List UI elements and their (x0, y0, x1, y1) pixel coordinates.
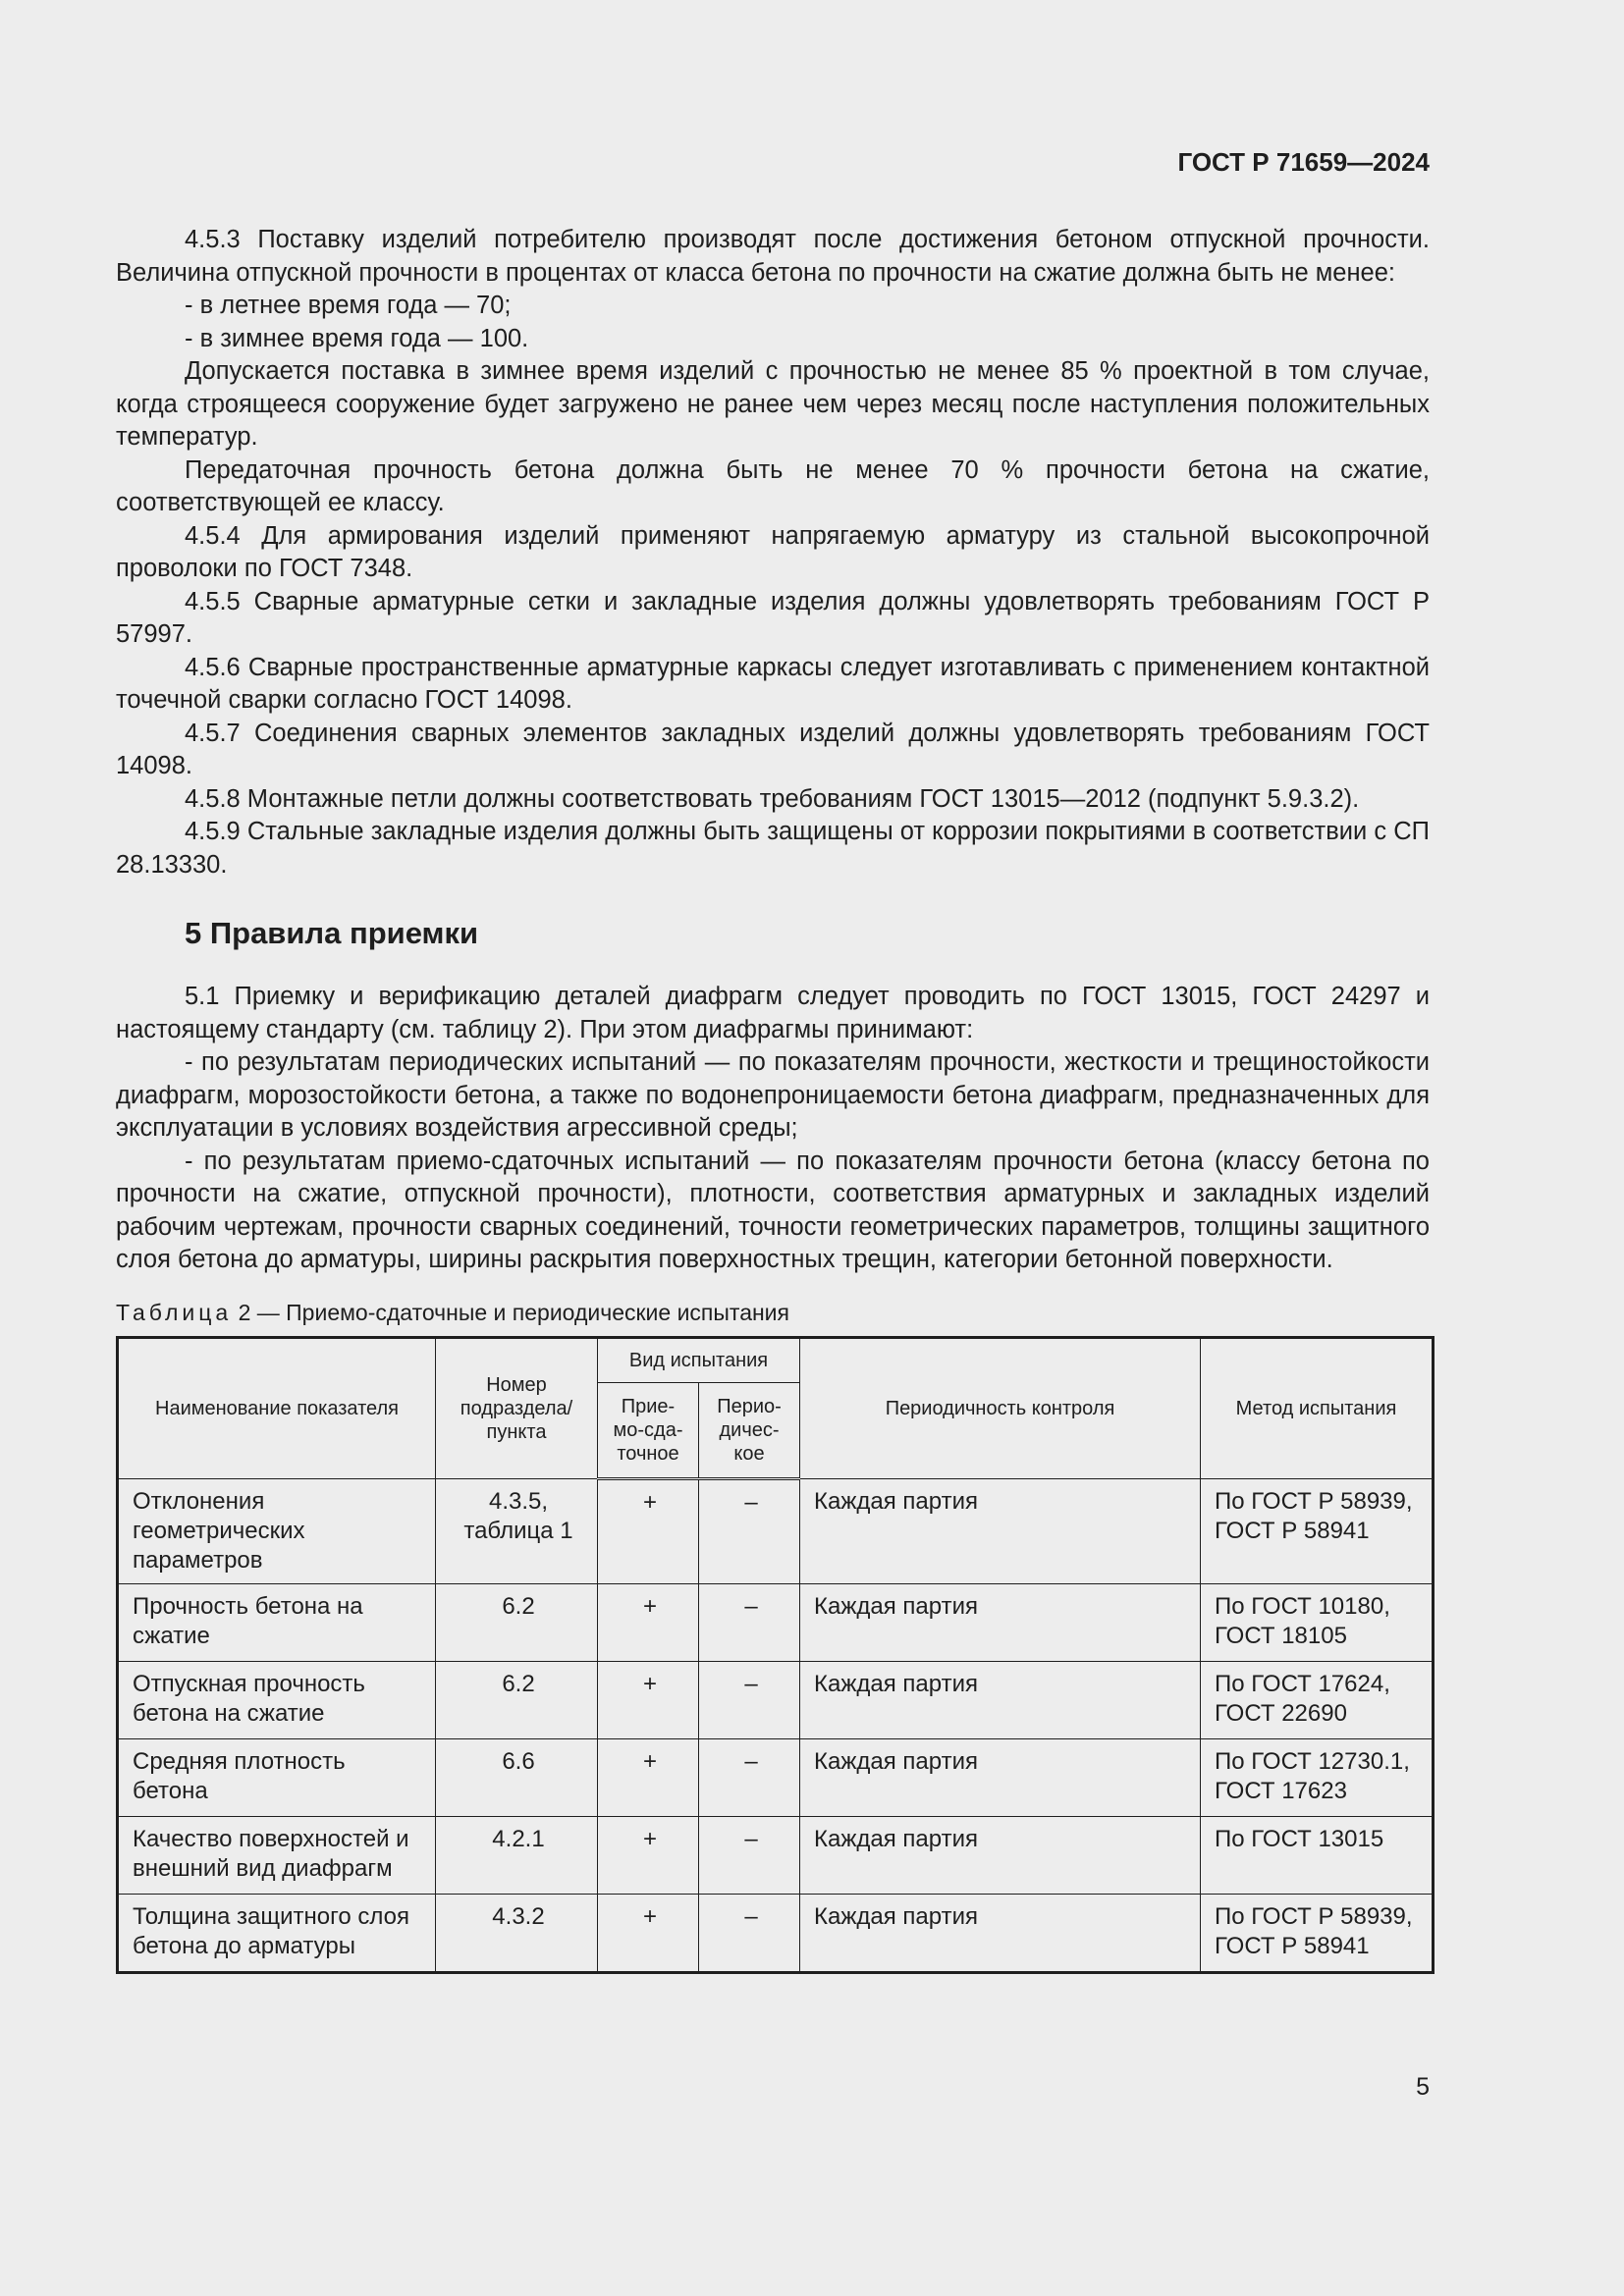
cell-frequency: Каждая партия (800, 1661, 1201, 1738)
cell-acceptance: + (598, 1661, 699, 1738)
cell-name: Прочность бетона на сжатие (118, 1583, 436, 1661)
cell-method: По ГОСТ Р 58939, ГОСТ Р 58941 (1201, 1478, 1434, 1583)
cell-name: Отпускная прочность бетона на сжатие (118, 1661, 436, 1738)
table-row (118, 1816, 1434, 1894)
header-section-no: Номер подраздела/ пункта (436, 1337, 598, 1478)
cell-name: Качество поверхностей и внешний вид диафрагм (118, 1816, 436, 1894)
section-title: 5 Правила приемки (185, 916, 479, 950)
cell-periodic: – (699, 1738, 800, 1816)
list-item-summer: - в летнее время года — 70; (185, 292, 512, 319)
cell-frequency: Каждая партия (800, 1894, 1201, 1972)
header-acceptance: Прие- мо-сда- точное (598, 1382, 699, 1478)
header-test-type: Вид испытания (598, 1337, 800, 1382)
list-item-winter: - в зимнее время года — 100. (185, 324, 529, 352)
page-number: 5 (1416, 2073, 1430, 2101)
paragraph-transfer-strength: Передаточная прочность бетона должна быть не менее 70 % прочности бетона на сжатие, соответствующей ее классу. (116, 455, 1430, 516)
table-row (118, 1738, 1434, 1816)
cell-name: Толщина защитного слоя бетона до арматуры (118, 1894, 436, 1972)
paragraph-5-1: 5.1 Приемку и верификацию деталей диафрагм следует проводить по ГОСТ 13015, ГОСТ 24297 и настоящему стандарту (см. таблицу 2). При этом диафрагмы принимают: (116, 983, 1430, 1043)
header-name: Наименование показателя (118, 1337, 436, 1478)
paragraph-4-5-3: 4.5.3 Поставку изделий потребителю производят после достижения бетоном отпускной прочности. Величина отпускной прочности в процентах от класса бетона по прочности на сжатие должна быть не менее: (116, 226, 1430, 287)
cell-acceptance: + (598, 1816, 699, 1894)
paragraph-4-5-7: 4.5.7 Соединения сварных элементов закладных изделий должны удовлетворять требованиям ГОСТ 14098. (116, 719, 1430, 779)
cell-method: По ГОСТ 12730.1, ГОСТ 17623 (1201, 1738, 1434, 1816)
cell-periodic: – (699, 1661, 800, 1738)
cell-frequency: Каждая партия (800, 1478, 1201, 1583)
cell-periodic: – (699, 1816, 800, 1894)
cell-name: Средняя плотность бетона (118, 1738, 436, 1816)
cell-periodic: – (699, 1478, 800, 1583)
cell-section-no: 6.2 (436, 1583, 598, 1661)
cell-method: По ГОСТ 13015 (1201, 1816, 1434, 1894)
page-content (116, 224, 1430, 1974)
cell-acceptance: + (598, 1738, 699, 1816)
cell-method: По ГОСТ 10180, ГОСТ 18105 (1201, 1583, 1434, 1661)
cell-section-no: 6.6 (436, 1738, 598, 1816)
tests-table (116, 1336, 1435, 1974)
paragraph-4-5-9: 4.5.9 Стальные закладные изделия должны быть защищены от коррозии покрытиями в соответствии с СП 28.13330. (116, 818, 1430, 879)
list-item-acceptance: - по результатам приемо-сдаточных испытаний — по показателям прочности бетона (классу бетона по прочности на сжатие, отпускной прочности), плотности, соответствия арматурных и закладных изделий рабочим чертежам, прочности сварных соединений, точности геометрических параметров, толщины защитного слоя бетона до арматуры, ширины раскрытия поверхностных трещин, категории бетонной поверхности. (116, 1147, 1430, 1273)
cell-section-no: 4.2.1 (436, 1816, 598, 1894)
paragraph-winter-delivery: Допускается поставка в зимнее время изделий с прочностью не менее 85 % проектной в том случае, когда строящееся сооружение будет загружено не ранее чем через месяц после наступления положительных температур. (116, 357, 1430, 451)
cell-section-no: 4.3.2 (436, 1894, 598, 1972)
paragraph-4-5-5: 4.5.5 Сварные арматурные сетки и закладные изделия должны удовлетворять требованиям ГОСТ Р 57997. (116, 587, 1430, 648)
cell-section-no: 6.2 (436, 1661, 598, 1738)
cell-periodic: – (699, 1583, 800, 1661)
cell-acceptance: + (598, 1894, 699, 1972)
cell-name: Отклонения геометрических параметров (118, 1478, 436, 1583)
table-row (118, 1583, 1434, 1661)
cell-section-no: 4.3.5, таблица 1 (436, 1478, 598, 1583)
cell-frequency: Каждая партия (800, 1816, 1201, 1894)
cell-method: По ГОСТ Р 58939, ГОСТ Р 58941 (1201, 1894, 1434, 1972)
table-caption (116, 1297, 1430, 1328)
document-header: ГОСТ Р 71659—2024 (1177, 147, 1430, 177)
table-row (118, 1478, 1434, 1583)
cell-frequency: Каждая партия (800, 1738, 1201, 1816)
table-row (118, 1661, 1434, 1738)
cell-acceptance: + (598, 1478, 699, 1583)
header-frequency: Периодичность контроля (800, 1337, 1201, 1478)
table-row (118, 1894, 1434, 1972)
header-method: Метод испытания (1201, 1337, 1434, 1478)
cell-periodic: – (699, 1894, 800, 1972)
table-caption-text: 2 — Приемо-сдаточные и периодические испытания (238, 1299, 789, 1325)
cell-frequency: Каждая партия (800, 1583, 1201, 1661)
paragraph-4-5-6: 4.5.6 Сварные пространственные арматурные каркасы следует изготавливать с применением контактной точечной сварки согласно ГОСТ 14098. (116, 653, 1430, 714)
list-item-periodic: - по результатам периодических испытаний — по показателям прочности, жесткости и трещиностойкости диафрагм, морозостойкости бетона, а также по водонепроницаемости бетона диафрагм, предназначенных для эксплуатации в условиях воздействия агрессивной среды; (116, 1048, 1430, 1142)
header-periodic: Перио- дичес- кое (699, 1382, 800, 1478)
table-caption-label: Таблица (116, 1299, 233, 1325)
paragraph-4-5-8: 4.5.8 Монтажные петли должны соответствовать требованиям ГОСТ 13015—2012 (подпункт 5.9.3.2). (185, 784, 1360, 813)
cell-method: По ГОСТ 17624, ГОСТ 22690 (1201, 1661, 1434, 1738)
paragraph-4-5-4: 4.5.4 Для армирования изделий применяют напрягаемую арматуру из стальной высокопрочной проволоки по ГОСТ 7348. (116, 521, 1430, 582)
cell-acceptance: + (598, 1583, 699, 1661)
